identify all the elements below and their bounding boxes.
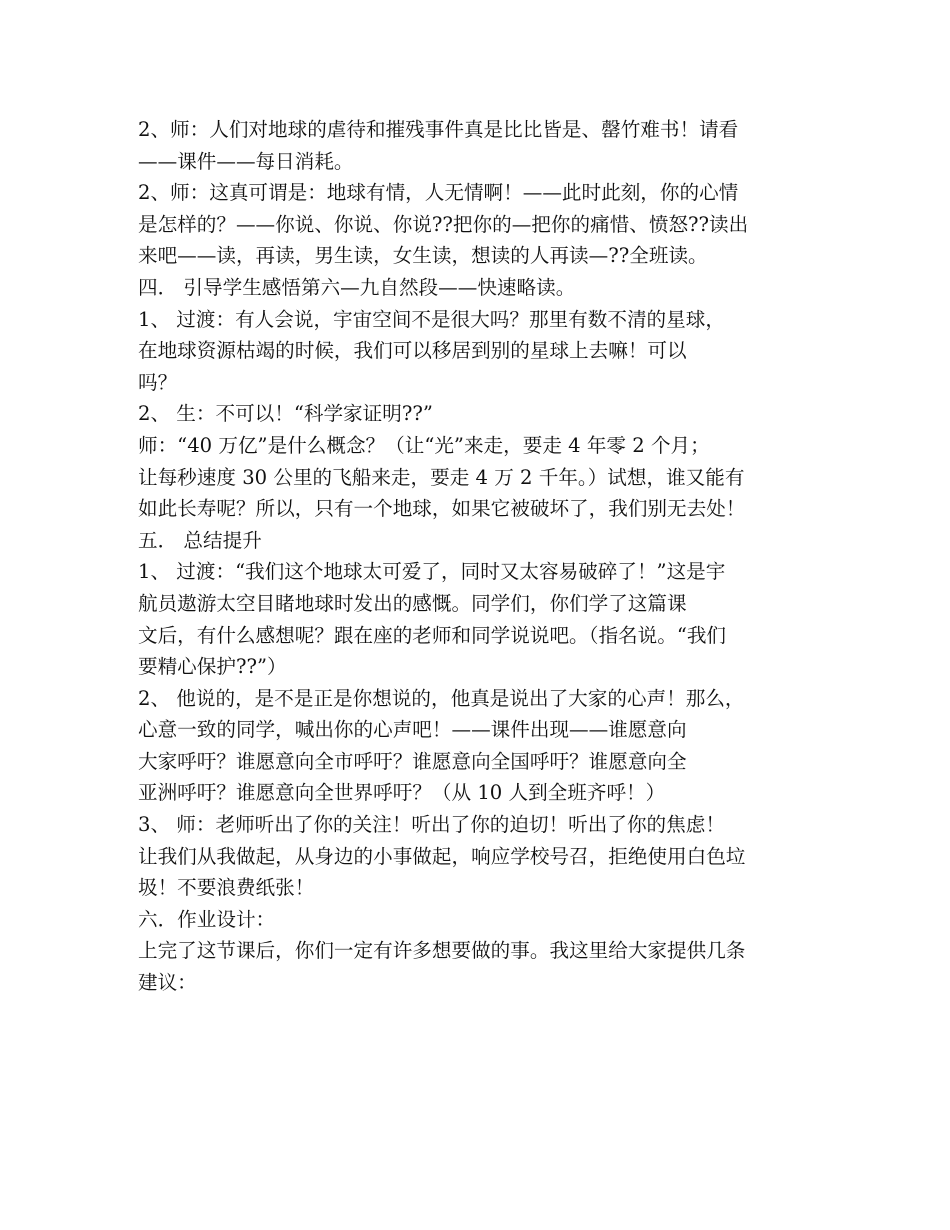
text-line: 1、 过渡：有人会说，宇宙空间不是很大吗？那里有数不清的星球， (138, 307, 725, 331)
text-line: 心意一致的同学，喊出你的心声吧！——课件出现——谁愿意向 (138, 718, 687, 742)
text-line: 如此长寿呢？所以，只有一个地球，如果它被破坏了，我们别无去处！ (138, 497, 746, 521)
text-line: 亚洲呼吁？谁愿意向全世界呼吁？（从 10 人到全班齐呼！） (138, 781, 666, 805)
text-line: 是怎样的？——你说、你说、你说??把你的—把你的痛惜、愤怒??读出 (138, 212, 749, 236)
text-line: ——课件——每日消耗。 (138, 149, 354, 173)
section-heading: 五． 总结提升 (138, 528, 262, 552)
text-line: 1、 过渡：“我们这个地球太可爱了，同时又太容易破碎了！”这是宇 (138, 560, 726, 584)
section-heading: 四． 引导学生感悟第六—九自然段——快速略读。 (138, 275, 576, 299)
text-line: 来吧——读，再读，男生读，女生读，想读的人再读—??全班读。 (138, 244, 708, 268)
text-line: 让我们从我做起，从身边的小事做起，响应学校号召，拒绝使用白色垃 (138, 844, 746, 868)
text-line: 吗？ (138, 370, 178, 394)
text-line: 圾！不要浪费纸张！ (138, 876, 315, 900)
text-line: 2、 生：不可以！“科学家证明??” (138, 402, 433, 426)
text-line: 大家呼吁？谁愿意向全市呼吁？谁愿意向全国呼吁？谁愿意向全 (138, 749, 687, 773)
text-line: 2、 他说的，是不是正是你想说的，他真是说出了大家的心声！那么， (138, 686, 745, 710)
text-line: 要精心保护??”） (138, 655, 287, 679)
text-line: 2、师：这真可谓是：地球有情，人无情啊！——此时此刻，你的心情 (138, 181, 739, 205)
text-line: 3、 师：老师听出了你的关注！听出了你的迫切！听出了你的焦虑！ (138, 813, 725, 837)
text-line: 文后，有什么感想呢？跟在座的老师和同学说说吧。（指名说。“我们 (138, 623, 727, 647)
document-body (138, 114, 828, 999)
text-line: 航员遨游太空目睹地球时发出的感慨。同学们，你们学了这篇课 (138, 591, 687, 615)
text-line: 让每秒速度 30 公里的飞船来走，要走 4 万 2 千年。）试想，谁又能有 (138, 465, 745, 489)
section-heading: 六．作业设计： (138, 907, 276, 931)
text-line: 师：“40 万亿”是什么概念？（让“光”来走，要走 4 年零 2 个月； (138, 433, 710, 457)
text-line: 2、师：人们对地球的虐待和摧残事件真是比比皆是、罄竹难书！请看 (138, 118, 739, 141)
text-line: 上完了这节课后，你们一定有许多想要做的事。我这里给大家提供几条 (138, 939, 746, 963)
text-line: 在地球资源枯竭的时候，我们可以移居到别的星球上去嘛！可以 (138, 339, 687, 363)
text-line: 建议： (138, 971, 197, 995)
